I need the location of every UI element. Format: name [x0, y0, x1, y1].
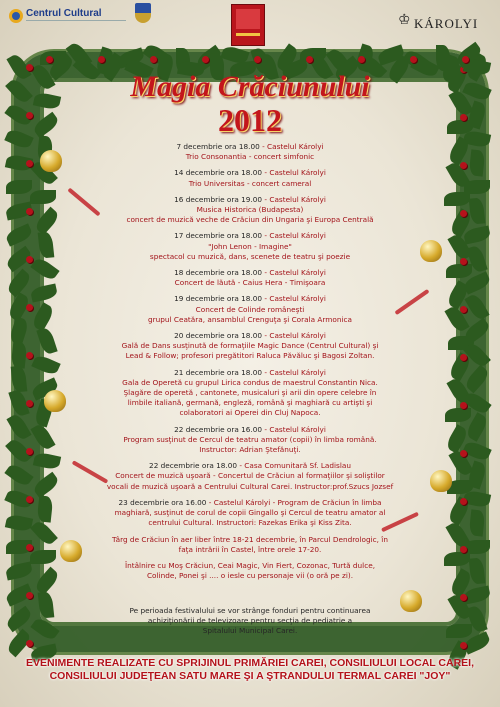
event-line: Instructor: Adrian Ştefănuţi.: [199, 445, 301, 455]
jingle-bell-icon: [40, 150, 62, 172]
holly-berry-icon: [26, 640, 33, 647]
event-line: Program susţinut de Cercul de teatru amator (copii) în limba română.: [123, 434, 377, 444]
sponsors-banner: [0, 657, 500, 683]
event-header: [100, 425, 400, 435]
holly-berry-icon: [26, 208, 33, 215]
note-line: achiziţionării de televizoare pentru secţia de pediatrie a: [147, 616, 353, 625]
holly-berry-icon: [306, 56, 313, 63]
event-separator: -: [237, 461, 245, 471]
event-line: Întâlnire cu Moş Crăciun, Ceai Magic, Vin Fiert, Cozonac, Turtă dulce,: [124, 560, 376, 570]
event-item: [100, 535, 400, 555]
jingle-bell-icon: [400, 590, 422, 612]
event-line: colaboratori ai Operei din Cluj Napoca.: [179, 408, 321, 418]
sponsors-line: CONSILIULUI JUDEŢEAN SATU MARE ŞI A ŞTRANDULUI TERMAL CAREI "JOY": [49, 670, 451, 682]
event-header: [100, 168, 400, 178]
event-line: Trio Consonantia - concert simfonic: [185, 152, 315, 162]
holly-berry-icon: [26, 400, 33, 407]
city-crest-icon: [135, 3, 151, 23]
event-date: 18 decembrie ora 18.00: [174, 268, 263, 278]
event-venue: Castelul Károlyi: [269, 268, 326, 278]
event-header: [100, 142, 400, 152]
event-line: faţa intrării în Castel, între orele 17-20.: [178, 544, 322, 554]
event-line: Concert de muzică uşoară - Concertul de Crăciun al formaţiilor şi soliştilor: [115, 471, 385, 481]
holly-leaf-icon: [446, 624, 472, 638]
holly-leaf-icon: [444, 192, 470, 206]
event-separator: -: [262, 268, 270, 278]
event-item: [100, 195, 400, 226]
holly-berry-icon: [410, 56, 417, 63]
event-item: [100, 294, 400, 325]
holly-berry-icon: [46, 56, 53, 63]
event-line: centrului Cultural. Instructori: Fazekas Erika şi Kiss Zita.: [148, 518, 352, 528]
event-venue: Castelul Károlyi - Program de Crăciun în limba: [213, 497, 382, 507]
sponsors-line: EVENIMENTE REALIZATE CU SPRIJINUL PRIMĂRIEI CAREI, CONSILIULUI LOCAL CAREI,: [25, 657, 475, 669]
event-date: 20 decembrie ora 18.00: [174, 331, 263, 341]
event-line: Gala de Operetă cu grupul Lirica condus de maestrul Constantin Nica.: [122, 377, 378, 387]
event-line: Trio Universitas - concert cameral: [188, 178, 312, 188]
event-header: [100, 231, 400, 241]
event-separator: -: [262, 367, 270, 377]
event-line: spectacol cu muzică, dans, scenete de teatru şi poezie: [149, 251, 351, 261]
holly-berry-icon: [26, 256, 33, 263]
event-line: vocali de muzică uşoară a Centrului Cultural Carei. Instructor:prof.Szucs Jozsef: [106, 481, 394, 491]
event-item: [100, 231, 400, 262]
jingle-bell-icon: [430, 470, 452, 492]
center-emblem-icon: [231, 4, 265, 46]
event-separator: -: [262, 194, 270, 204]
event-date: 23 decembrie ora 16.00: [118, 497, 207, 507]
jingle-bell-icon: [44, 390, 66, 412]
logo-right-name: KÁROLYI: [414, 16, 479, 31]
karolyi-logo: [398, 8, 494, 38]
event-line: Lead & Follow; profesori pregătitori Raluca Păvăluc şi Bagosi Zoltan.: [125, 351, 375, 361]
holly-berry-icon: [26, 592, 33, 599]
holly-leaf-icon: [446, 264, 472, 278]
event-line: grupul Ceatăra, ansamblul Crenguţa şi Corala Armonica: [148, 314, 352, 324]
holly-berry-icon: [462, 56, 469, 63]
holly-berry-icon: [26, 448, 33, 455]
crown-icon: ♔: [398, 12, 411, 28]
event-item: [100, 561, 400, 581]
fundraising-note: [100, 606, 400, 636]
event-line: Şlagăre de operetă , cantonete, musicaluri şi arii din opere celebre în: [123, 388, 377, 398]
holly-berry-icon: [460, 402, 467, 409]
event-line: "John Lenon - Imagine": [208, 241, 292, 251]
logo-mark-icon: [8, 8, 24, 24]
event-line: Musica Historica (Budapesta): [196, 205, 304, 215]
event-date: 22 decembrie ora 16.00: [174, 424, 263, 434]
holly-berry-icon: [358, 56, 365, 63]
holly-berry-icon: [460, 306, 467, 313]
holly-leaf-icon: [469, 509, 486, 536]
event-item: [100, 268, 400, 288]
event-date: 22 decembrie ora 18.00: [149, 461, 237, 471]
holly-leaf-icon: [11, 341, 28, 368]
logo-left-name: Centrul Cultural: [26, 8, 102, 19]
holly-berry-icon: [26, 160, 33, 167]
logo-left-tagline: [26, 20, 126, 30]
event-separator: -: [259, 142, 268, 151]
event-header: [100, 268, 400, 278]
event-venue: Casa Comunitară Sf. Ladislau: [244, 461, 351, 471]
holly-berry-icon: [460, 450, 467, 457]
holly-leaf-icon: [469, 149, 486, 176]
event-date: 14 decembrie ora 18.00: [174, 168, 263, 178]
event-header: [100, 498, 400, 508]
event-header: [100, 461, 400, 471]
event-line: Târg de Crăciun în aer liber între 18-21 decembrie, în Parcul Dendrologic, în: [112, 534, 388, 544]
event-item: [100, 461, 400, 492]
emblem-bar: [236, 33, 260, 36]
event-header: [100, 368, 400, 378]
event-venue: Castelul Károlyi: [269, 231, 326, 241]
holly-leaf-icon: [6, 180, 32, 194]
holly-berry-icon: [26, 304, 33, 311]
event-item: [100, 331, 400, 362]
event-separator: -: [262, 294, 270, 304]
holly-leaf-icon: [37, 495, 54, 522]
holly-berry-icon: [460, 546, 467, 553]
holly-berry-icon: [460, 594, 467, 601]
event-venue: Castelul Károlyi: [269, 424, 326, 434]
event-venue: Castelul Károlyi: [269, 367, 326, 377]
holly-berry-icon: [98, 56, 105, 63]
event-line: maghiară, susţinut de corul de copii Gingallo şi Cercul de teatru amator al: [114, 508, 386, 518]
holly-leaf-icon: [30, 190, 56, 204]
note-line: Spitalului Municipal Carei.: [202, 626, 298, 635]
event-line: Concert de lăută - Caius Hera - Timişoara: [174, 278, 326, 288]
poster-year: 2012: [218, 102, 282, 138]
event-item: [100, 498, 400, 529]
poster-title: Magia Crăciunului: [130, 70, 370, 103]
holly-berry-icon: [26, 544, 33, 551]
jingle-bell-icon: [60, 540, 82, 562]
emblem-inner: [236, 9, 260, 29]
event-item: [100, 142, 400, 162]
event-line: concert de muzică veche de Crăciun din Ungaria şi Europa Centrală: [126, 215, 374, 225]
event-item: [100, 425, 400, 456]
note-line: Pe perioada festivalului se vor strânge fonduri pentru continuarea: [129, 606, 371, 615]
event-line: Colinde, Ponei şi .... o iesle cu personaje vii (o oră pe zi).: [146, 571, 354, 581]
jingle-bell-icon: [420, 240, 442, 262]
holly-berry-icon: [26, 496, 33, 503]
event-separator: -: [262, 231, 270, 241]
holly-leaf-icon: [30, 550, 56, 564]
event-date: 16 decembrie ora 19.00: [174, 194, 263, 204]
event-line: Concert de Colinde româneşti: [195, 304, 305, 314]
event-date: 7 decembrie ora 18.00: [176, 142, 260, 151]
centrul-cultural-logo: [6, 4, 156, 42]
holly-berry-icon: [26, 352, 33, 359]
event-item: [100, 168, 400, 188]
event-separator: -: [262, 331, 270, 341]
event-date: 19 decembrie ora 18.00: [174, 294, 263, 304]
holly-berry-icon: [460, 354, 467, 361]
holly-berry-icon: [460, 642, 467, 649]
holly-berry-icon: [460, 498, 467, 505]
event-venue: Castelul Károlyi: [269, 331, 326, 341]
event-separator: -: [206, 497, 214, 507]
holly-berry-icon: [460, 258, 467, 265]
holly-berry-icon: [460, 210, 467, 217]
holly-leaf-icon: [445, 408, 471, 422]
event-header: [100, 294, 400, 304]
event-line: Gală de Dans susţinută de formaţiile Magic Dance (Centrul Cultural) şi: [121, 341, 379, 351]
event-venue: Castelul Károlyi: [267, 142, 324, 151]
event-venue: Castelul Károlyi: [269, 294, 326, 304]
event-date: 17 decembrie ora 18.00: [174, 231, 263, 241]
event-item: [100, 368, 400, 419]
holly-berry-icon: [254, 56, 261, 63]
event-line: limbile italiană, germană, engleză, română şi maghiară cu artişti şi: [127, 398, 373, 408]
event-date: 21 decembrie ora 18.00: [174, 367, 263, 377]
event-venue: Castelul Károlyi: [269, 168, 326, 178]
event-list: [100, 142, 400, 587]
holly-berry-icon: [460, 162, 467, 169]
holly-berry-icon: [202, 56, 209, 63]
event-venue: Castelul Károlyi: [269, 194, 326, 204]
event-header: [100, 331, 400, 341]
event-separator: -: [262, 424, 270, 434]
event-separator: -: [262, 168, 270, 178]
holly-berry-icon: [150, 56, 157, 63]
event-header: [100, 195, 400, 205]
holly-leaf-icon: [444, 552, 470, 566]
